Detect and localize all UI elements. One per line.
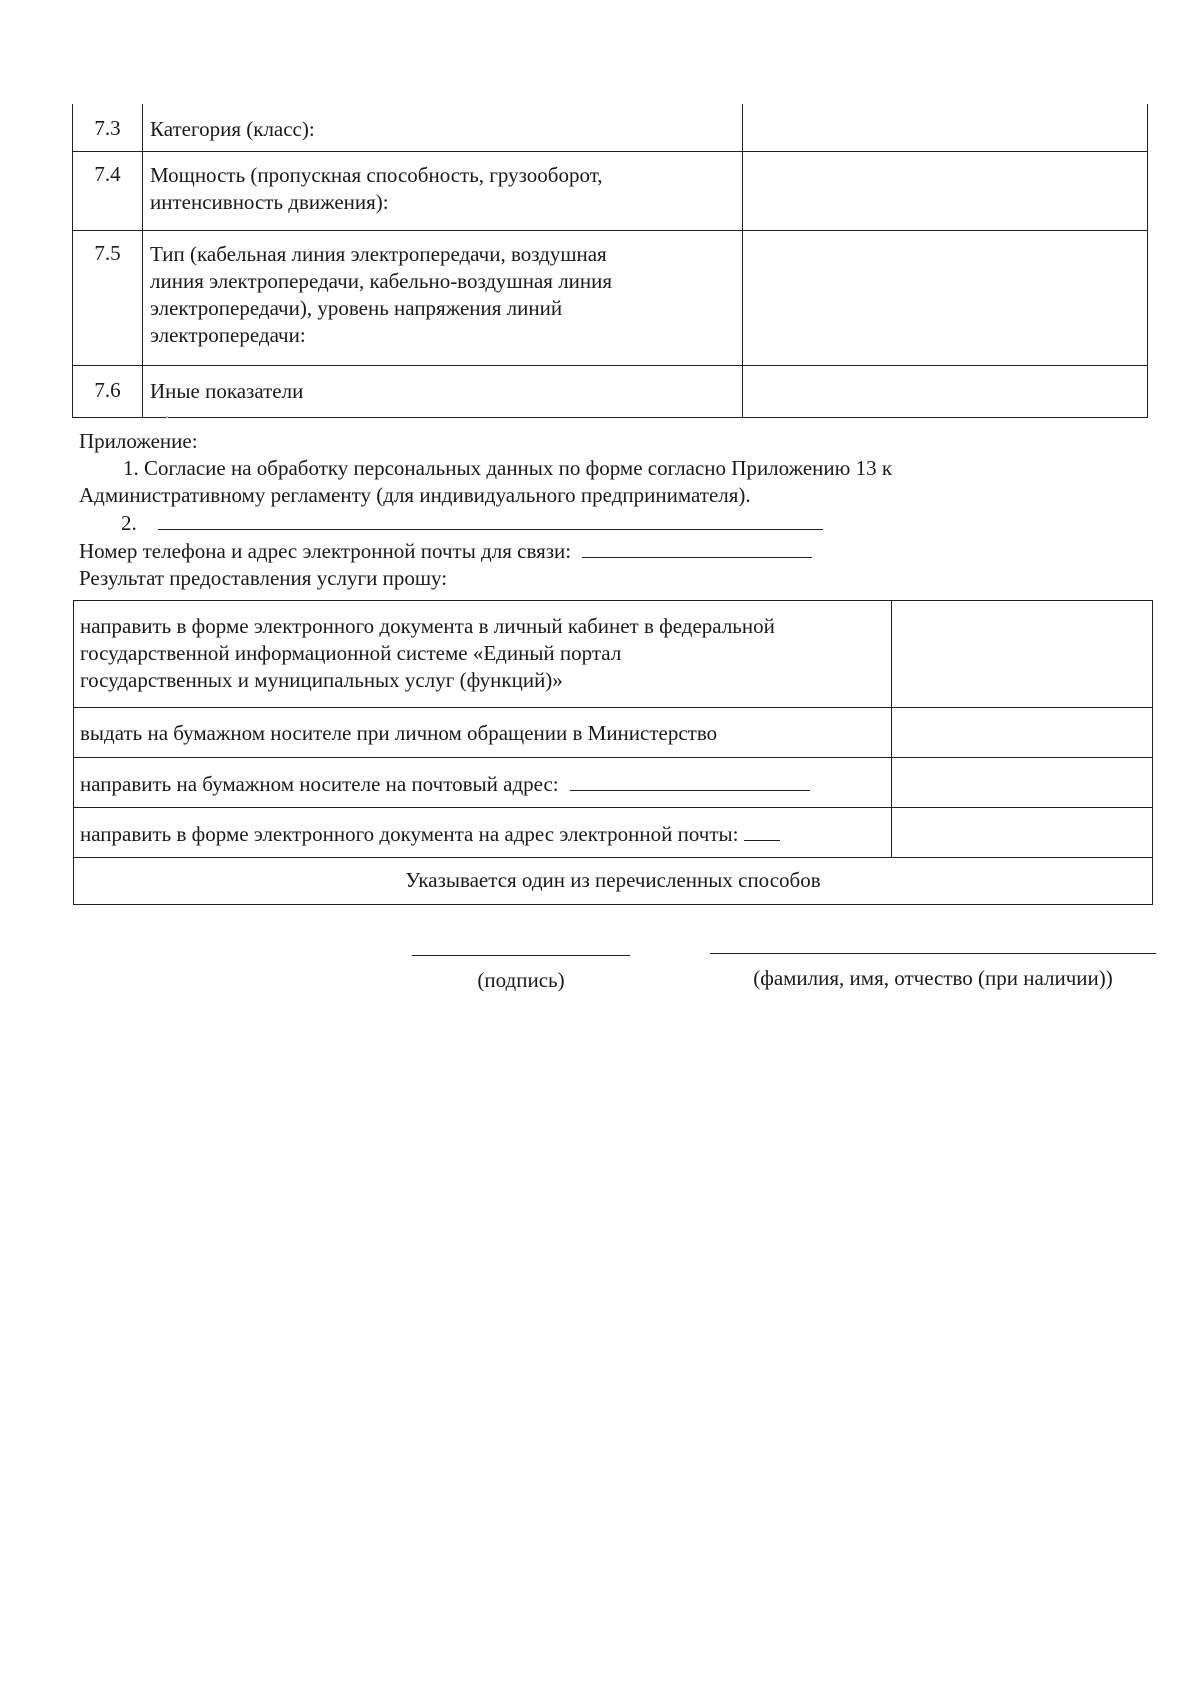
contact-field[interactable] — [582, 537, 812, 558]
table-row — [72, 366, 1148, 418]
result-option-row — [74, 601, 1152, 708]
result-option-line: государственной информационной системе «Единый портал — [80, 641, 622, 665]
row-number: 7.5 — [72, 231, 143, 365]
scan-speck — [166, 416, 168, 418]
appendix-item-2-number: 2. — [121, 511, 137, 535]
full-name-caption: (фамилия, имя, отчество (при наличии)) — [753, 966, 1113, 990]
appendix-item-2-field[interactable] — [158, 509, 823, 530]
result-option-checkbox[interactable] — [892, 708, 1152, 757]
result-request-label: Результат предоставления услуги прошу: — [79, 566, 448, 590]
row-label: Иные показатели — [143, 366, 743, 417]
parameters-table — [72, 104, 1148, 418]
appendix-item-1-line-2: Административному регламенту (для индивидуального предпринимателя). — [79, 483, 751, 507]
result-option-label — [74, 808, 892, 857]
result-option-line: государственных и муниципальных услуг (функций)» — [80, 668, 563, 692]
row-number: 7.6 — [72, 366, 143, 417]
row-label-line: Тип (кабельная линия электропередачи, воздушная — [150, 242, 607, 266]
result-options-table — [73, 600, 1153, 905]
row-value-field[interactable] — [743, 104, 1148, 151]
result-option-label — [74, 758, 892, 807]
row-label — [143, 231, 743, 365]
result-option-checkbox[interactable] — [892, 758, 1152, 807]
row-label — [143, 152, 743, 230]
table-row — [72, 104, 1148, 152]
table-row — [72, 231, 1148, 366]
result-option-row — [74, 758, 1152, 808]
result-option-checkbox[interactable] — [892, 808, 1152, 857]
row-value-field[interactable] — [743, 152, 1148, 230]
appendix-heading: Приложение: — [79, 429, 198, 453]
appendix-section — [79, 428, 1079, 592]
result-option-row — [74, 808, 1152, 858]
signature-caption: (подпись) — [477, 968, 565, 992]
row-label-line: электропередачи: — [150, 323, 306, 347]
contact-line — [79, 537, 1079, 565]
row-number: 7.3 — [72, 104, 143, 151]
result-option-label — [74, 601, 892, 707]
row-value-field[interactable] — [743, 366, 1148, 417]
signature-line[interactable] — [412, 955, 630, 956]
row-label-line: интенсивность движения): — [150, 190, 389, 214]
row-number: 7.4 — [72, 152, 143, 230]
row-label-line: линия электропередачи, кабельно-воздушная линия — [150, 269, 613, 293]
contact-label: Номер телефона и адрес электронной почты для связи: — [79, 539, 572, 563]
appendix-item-1-line-1: 1. Согласие на обработку персональных данных по форме согласно Приложению 13 к — [123, 456, 893, 480]
row-label: Категория (класс): — [143, 104, 743, 151]
postal-address-field[interactable] — [570, 770, 810, 791]
row-label-line: электропередачи), уровень напряжения линий — [150, 296, 563, 320]
postal-address-label: направить на бумажном носителе на почтовый адрес: — [80, 772, 559, 796]
row-value-field[interactable] — [743, 231, 1148, 365]
table-row — [72, 152, 1148, 231]
result-options-note: Указывается один из перечисленных способов — [405, 868, 821, 892]
row-label-line: Мощность (пропускная способность, грузооборот, — [150, 163, 603, 187]
result-option-row — [74, 708, 1152, 758]
result-option-line: направить в форме электронного документа в личный кабинет в федеральной — [80, 614, 775, 638]
appendix-item-2 — [79, 509, 1079, 537]
email-label: направить в форме электронного документа на адрес электронной почты: — [80, 822, 739, 846]
email-field[interactable] — [744, 820, 780, 841]
result-option-label: выдать на бумажном носителе при личном обращении в Министерство — [74, 708, 892, 757]
full-name-line[interactable] — [710, 953, 1156, 954]
result-option-checkbox[interactable] — [892, 601, 1152, 707]
